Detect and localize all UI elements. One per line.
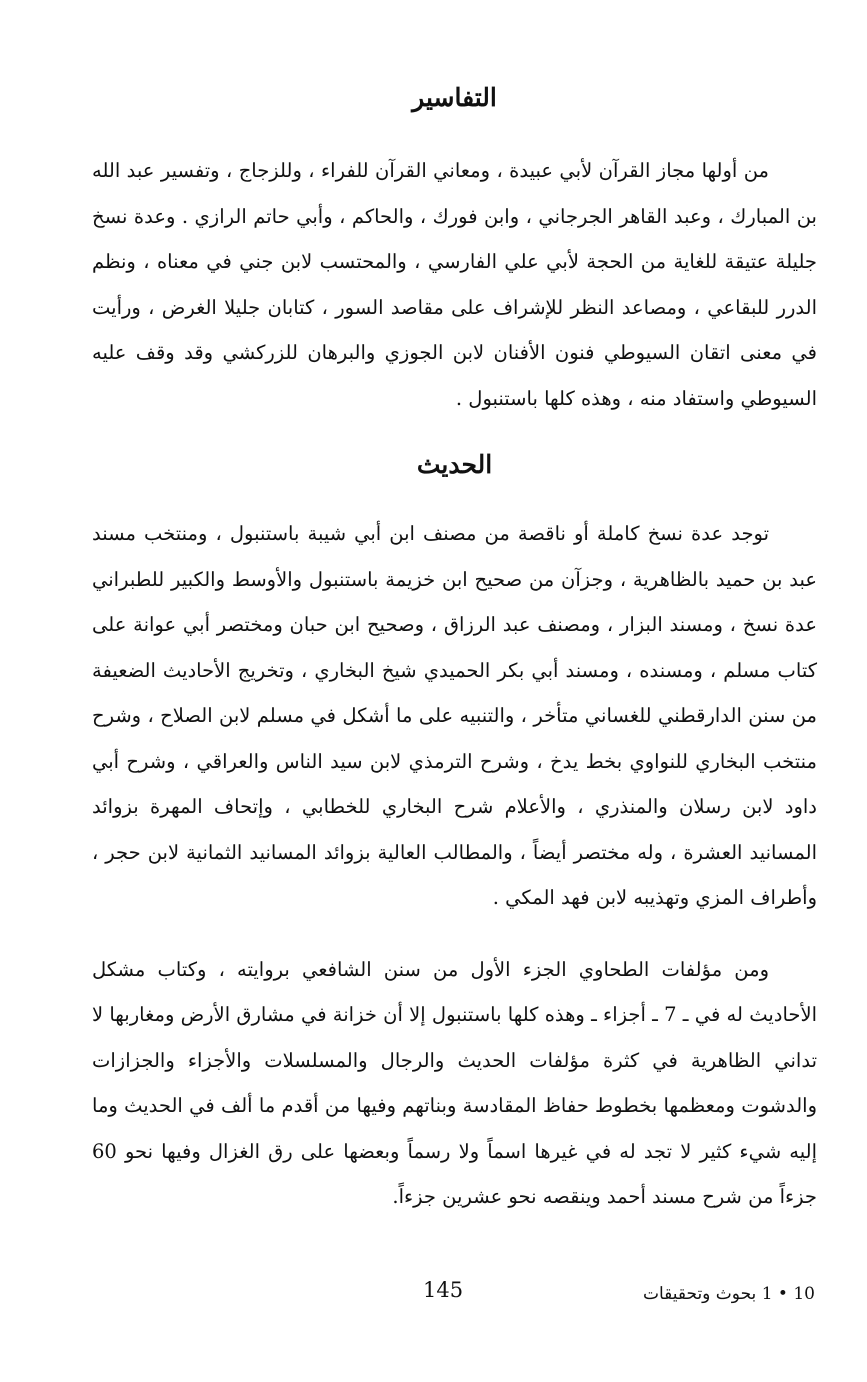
section-title-tafasir: التفاسير — [412, 83, 497, 112]
hadith-paragraph-1: توجد عدة نسخ كاملة أو ناقصة من مصنف ابن أبي شيبة باستنبول ، ومنتخب مسند عبد بن حميد بالظاهرية ، وجزآن من صحيح ابن خزيمة باستنبول والأوسط والكبير للطبراني عدة نسخ ، ومسند البزار ، ومصنف عبد الرزاق ، وصحيح ابن حبان ومختصر أبي عوانة على كتاب مسلم ، ومسنده ، ومسند أبي بكر الحميدي شيخ البخاري ، وتخريج الأحاديث الضعيفة من سنن الدارقطني للغساني متأخر ، والتنبيه على ما أشكل في مسلم لابن الصلاح ، وشرح منتخب البخاري للنواوي بخط يدخ ، وشرح الترمذي لابن سيد الناس والعراقي ، وشرح أبي داود لابن رسلان والمنذري ، والأعلام شرح البخاري للخطابي ، وإتحاف المهرة بزوائد المسانيد العشرة ، وله مختصر أيضاً ، والمطالب العالية بزوائد المسانيد الثمانية لابن حجر ، وأطراف المزي وتهذيبه لابن فهد المكي . — [92, 522, 817, 909]
page-footer — [0, 1278, 867, 1318]
section-title-hadith: الحديث — [416, 450, 493, 479]
running-footer: 10 • 1 بحوث وتحقيقات — [642, 1284, 815, 1304]
tafasir-paragraph: من أولها مجاز القرآن لأبي عبيدة ، ومعاني القرآن للفراء ، وللزجاج ، وتفسير عبد الله بن المبارك ، وعبد القاهر الجرجاني ، وابن فورك ، والحاكم ، وأبي حاتم الرازي . وعدة نسخ جليلة عتيقة للغاية من الحجة لأبي علي الفارسي ، والمحتسب لابن جني في معناه ، ونظم الدرر للبقاعي ، ومصاعد النظر للإشراف على مقاصد السور ، كتابان جليلا الغرض ، ورأيت في معنى اتقان السيوطي فنون الأفنان لابن الجوزي والبرهان للزركشي وقد وقف عليه السيوطي واستفاد منه ، وهذه كلها باستنبول . — [92, 159, 817, 410]
hadith-paragraph-2: ومن مؤلفات الطحاوي الجزء الأول من سنن الشافعي بروايته ، وكتاب مشكل الأحاديث له في ـ 7 ـ أجزاء ـ وهذه كلها باستنبول إلا أن خزانة في مشارق الأرض ومغاربها لا تداني الظاهرية في كثرة مؤلفات الحديث والرجال والمسلسلات والأجزاء والجزازات والدشوت ومعظمها بخطوط حفاظ المقادسة وبناتهم وفيها من أقدم ما ألف في الحديث وما إليه شيء كثير لا تجد له في غيرها اسماً ولا رسماً وبعضها على رق الغزال وفيها نحو 60 جزءاً من شرح مسند أحمد وينقصه نحو عشرين جزءاً. — [92, 957, 818, 1208]
page-number: 145 — [423, 1278, 464, 1302]
